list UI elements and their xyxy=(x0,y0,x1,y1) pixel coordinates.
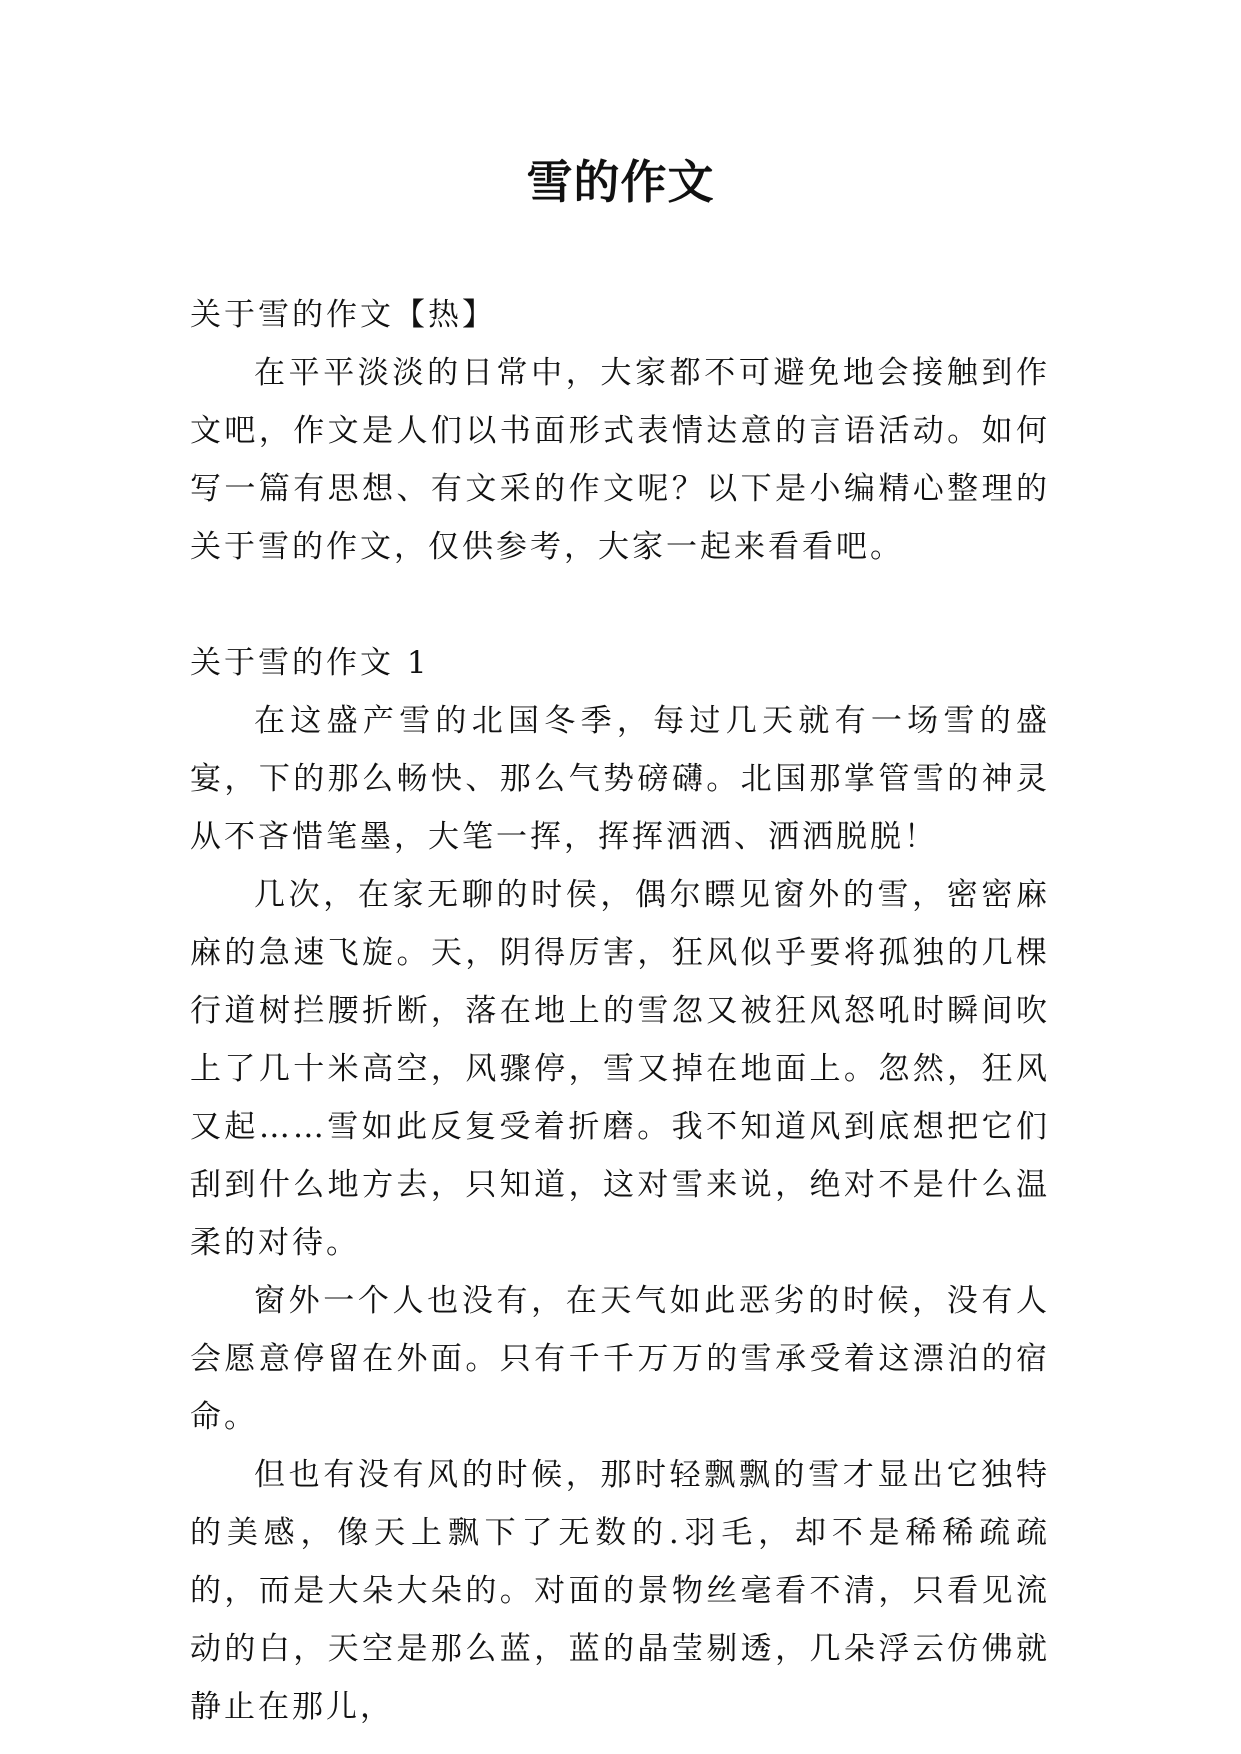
document-body xyxy=(190,286,1050,1736)
essay-paragraph-2: 几次，在家无聊的时侯，偶尔瞟见窗外的雪，密密麻麻的急速飞旋。天，阴得厉害，狂风似乎要将孤独的几棵行道树拦腰折断，落在地上的雪忽又被狂风怒吼时瞬间吹上了几十米高空，风骤停，雪又掉在地面上。忽然，狂风又起……雪如此反复受着折磨。我不知道风到底想把它们刮到什么地方去，只知道，这对雪来说，绝对不是什么温柔的对待。 xyxy=(190,877,1050,1261)
document-title: 雪的作文 xyxy=(526,155,715,209)
section-heading-intro: 关于雪的作文【热】 xyxy=(190,297,496,333)
section-spacer xyxy=(190,576,1050,634)
essay-paragraph-3: 窗外一个人也没有，在天气如此恶劣的时候，没有人会愿意停留在外面。只有千千万万的雪承受着这漂泊的宿命。 xyxy=(190,1283,1050,1435)
intro-paragraph: 在平平淡淡的日常中，大家都不可避免地会接触到作文吧，作文是人们以书面形式表情达意的言语活动。如何写一篇有思想、有文采的作文呢？以下是小编精心整理的关于雪的作文，仅供参考，大家一起来看看吧。 xyxy=(190,355,1050,565)
essay-paragraph-4: 但也有没有风的时候，那时轻飘飘的雪才显出它独特的美感，像天上飘下了无数的.羽毛，却不是稀稀疏疏的，而是大朵大朵的。对面的景物丝毫看不清，只看见流动的白，天空是那么蓝，蓝的晶莹剔透，几朵浮云仿佛就静止在那儿， xyxy=(190,1457,1050,1725)
section-heading-essay-1: 关于雪的作文 1 xyxy=(190,645,430,681)
essay-paragraph-1: 在这盛产雪的北国冬季，每过几天就有一场雪的盛宴，下的那么畅快、那么气势磅礴。北国那掌管雪的神灵从不吝惜笔墨，大笔一挥，挥挥洒洒、洒洒脱脱！ xyxy=(190,703,1050,855)
